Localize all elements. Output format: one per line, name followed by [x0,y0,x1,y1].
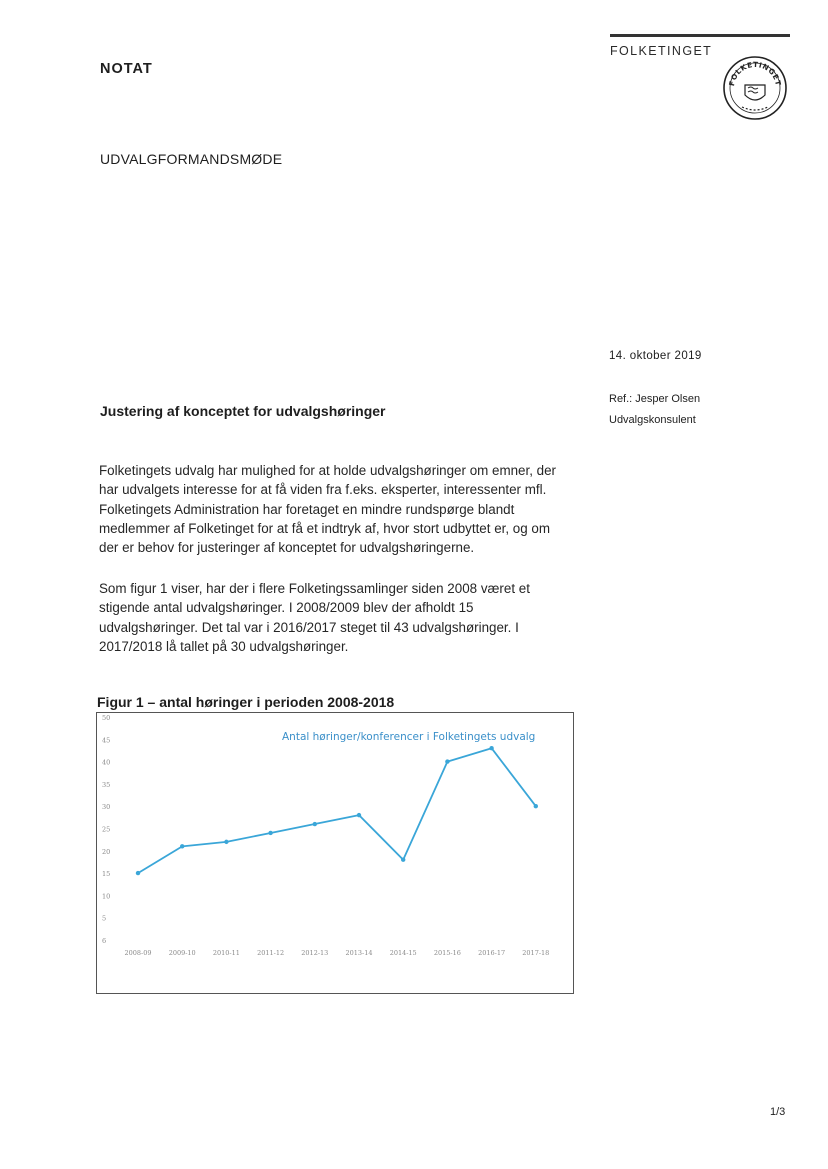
data-point [136,871,140,875]
y-tick-label: 6 [102,937,107,945]
paragraph-line: Som figur 1 viser, har der i flere Folketingssamlinger siden 2008 været et [99,581,530,596]
folketinget-seal-icon [722,55,788,121]
y-tick-label: 20 [102,847,111,856]
y-tick-label: 45 [102,736,111,745]
x-tick-label: 2012-13 [301,949,329,957]
data-point [224,840,228,844]
doc-role: Udvalgskonsulent [609,414,696,426]
paragraph-line: Folketingets Administration har foretaget en mindre rundspørge blandt [99,501,515,517]
org-name: FOLKETINGET [610,44,713,58]
x-tick-label: 2009-10 [168,949,196,957]
y-tick-label: 25 [102,825,111,834]
paragraph-line: udvalgshøringer. Det tal var i 2016/2017 steget til 43 udvalgshøringer. I [99,619,519,635]
data-point [489,746,493,750]
y-tick-label: 35 [102,780,111,789]
meeting-title: UDVALGFORMANDSMØDE [100,151,283,167]
x-tick-label: 2017-18 [522,949,550,957]
data-point [313,822,317,826]
paragraph-line: der er behov for justeringer af konceptet for udvalgshøringerne. [99,540,475,556]
data-point [268,831,272,835]
x-tick-label: 2013-14 [345,949,373,957]
y-tick-label: 5 [102,914,107,923]
chart-frame [96,712,574,994]
data-point [445,759,449,763]
doc-date: 14. oktober 2019 [609,350,702,362]
figure-caption: Figur 1 – antal høringer i perioden 2008-2018 [97,694,395,710]
y-tick-label: 10 [102,892,111,901]
paragraph-line: har udvalgets interesse for at få viden fra f.eks. eksperter, interessenter mfl. [99,482,547,498]
seal-text: FOLKETINGET [727,59,783,87]
data-point [534,804,538,808]
paragraph-1 [99,461,589,557]
paragraph-line: medlemmer af Folketinget for at få et indtryk af, hvor stort udbyttet er, og om [99,520,551,536]
line-chart [97,713,573,993]
data-point [180,844,184,848]
x-tick-label: 2014-15 [389,949,417,957]
paragraph-line: 2017/2018 lå tallet på 30 udvalgshøringer. [99,638,349,654]
doc-type: NOTAT [100,61,153,77]
x-tick-label: 2016-17 [478,949,506,957]
y-tick-label: 30 [102,803,111,812]
x-tick-label: 2015-16 [433,949,461,957]
y-tick-label: 40 [102,758,111,767]
paragraph-2 [99,579,589,656]
x-tick-label: 2008-09 [124,949,152,957]
subject-heading: Justering af konceptet for udvalgshøringer [100,403,386,419]
header-rule [610,34,790,37]
x-tick-label: 2011-12 [257,949,285,957]
data-point [401,858,405,862]
data-point [357,813,361,817]
x-tick-label: 2010-11 [212,949,240,957]
chart-title: Antal høringer/konferencer i Folketingets udvalg [282,731,536,743]
paragraph-line: stigende antal udvalgshøringer. I 2008/2009 blev der afholdt 15 [99,600,474,616]
series-line [138,748,536,873]
doc-ref: Ref.: Jesper Olsen [609,393,701,405]
page-number: 1/3 [770,1106,786,1118]
y-tick-label: 50 [102,714,111,722]
y-tick-label: 15 [102,870,111,879]
paragraph-line: Folketingets udvalg har mulighed for at holde udvalgshøringer om emner, der [99,463,557,478]
